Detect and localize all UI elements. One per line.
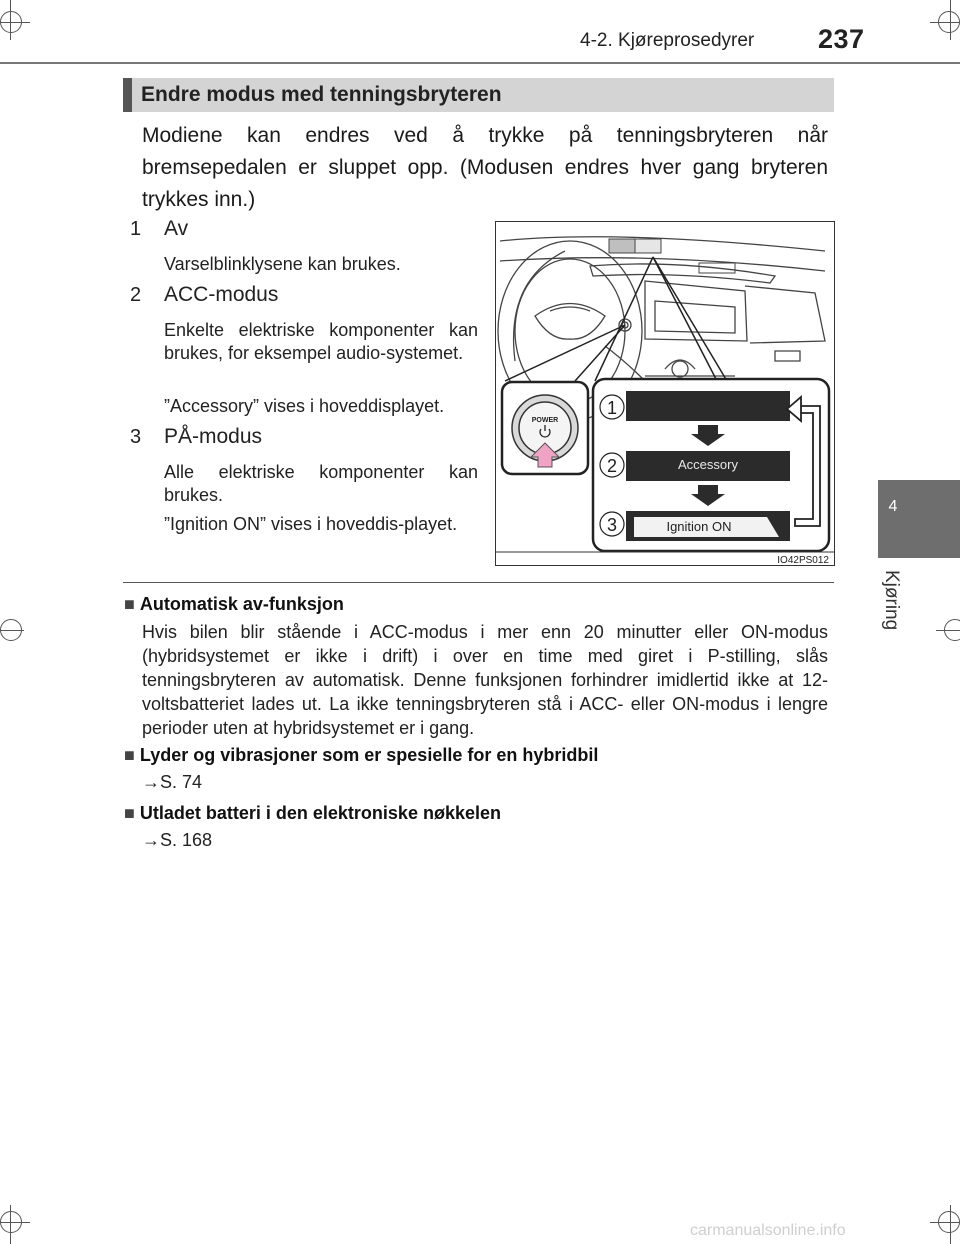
item-number: 1 [130,218,142,240]
chapter-number: 4 [888,498,898,515]
crop-mark [0,619,22,641]
note-heading [124,803,501,824]
page-number: 237 [818,24,865,54]
item-title: ACC-modus [164,283,279,306]
crop-mark [0,11,22,33]
note-text: Hvis bilen blir stående i ACC-modus i mer enn 20 minutter eller ON-modus (hybridsystemet er ikke i drift) i over en time med giret i P-stilling, slås tenningsbryteren av automatisk. Denne funksjonen forhindrer imidlertid ikke at 12-voltsbatteriet lades ut. La ikke tenningsbryteren stå i ACC- eller ON-modus i lengre perioder uten at hybridsystemet er i gang. [142,622,828,738]
chapter-label: Kjøring [881,570,902,631]
display-accessory: Accessory [678,457,738,472]
footer-watermark: carmanualsonline.info [690,1222,846,1239]
square-bullet-icon: ■ [124,745,140,765]
square-bullet-icon: ■ [124,803,140,823]
note-heading [124,594,344,615]
page-reference-link[interactable] [142,772,202,793]
running-header-section: 4-2. Kjøreprosedyrer [580,30,755,51]
item-text: Varselblinklysene kan brukes. [164,254,401,274]
section-heading-marker [123,78,132,112]
item-number: 3 [130,426,142,448]
crop-mark [938,11,960,33]
display-ignition: Ignition ON [666,519,732,534]
square-bullet-icon: ■ [124,594,140,614]
power-switch-illustration [495,221,835,566]
item-text: Enkelte elektriske komponenter kan brukes, for eksempel audio-systemet. [164,320,478,363]
note-title: Lyder og vibrasjoner som er spesielle for en hybridbil [139,745,599,765]
figure-code: IO42PS012 [777,555,829,566]
item-title: Av [164,217,189,240]
item-text: ”Accessory” vises i hoveddisplayet. [164,396,445,416]
arrow-right-icon: → [142,830,160,850]
crop-mark [938,1211,960,1233]
section-divider [123,582,834,583]
step-number: 2 [606,456,618,476]
item-text: ”Ignition ON” vises i hoveddis-playet. [164,514,458,534]
note-heading [124,745,598,766]
crop-mark [0,1211,22,1233]
note-title: Automatisk av-funksjon [139,594,344,614]
step-number: 3 [606,515,618,535]
note-title: Utladet batteri i den elektroniske nøkkelen [139,803,501,823]
header-rule [0,62,960,64]
section-title: Endre modus med tenningsbryteren [141,83,502,106]
crop-mark [944,619,960,641]
page-reference-link[interactable] [142,830,212,851]
reference-text: S. 74 [160,772,203,792]
item-text: Alle elektriske komponenter kan brukes. [164,462,478,505]
power-button-label: POWER [531,417,559,424]
item-title: PÅ-modus [164,425,263,448]
section-intro: Modiene kan endres ved å trykke på tenningsbryteren når bremsepedalen er sluppet opp. (Modusen endres hver gang bryteren trykkes inn.) [142,124,828,211]
step-number: 1 [606,398,618,418]
reference-text: S. 168 [160,830,213,850]
item-number: 2 [130,284,142,306]
chapter-tab [878,480,960,558]
arrow-right-icon: → [142,772,160,792]
